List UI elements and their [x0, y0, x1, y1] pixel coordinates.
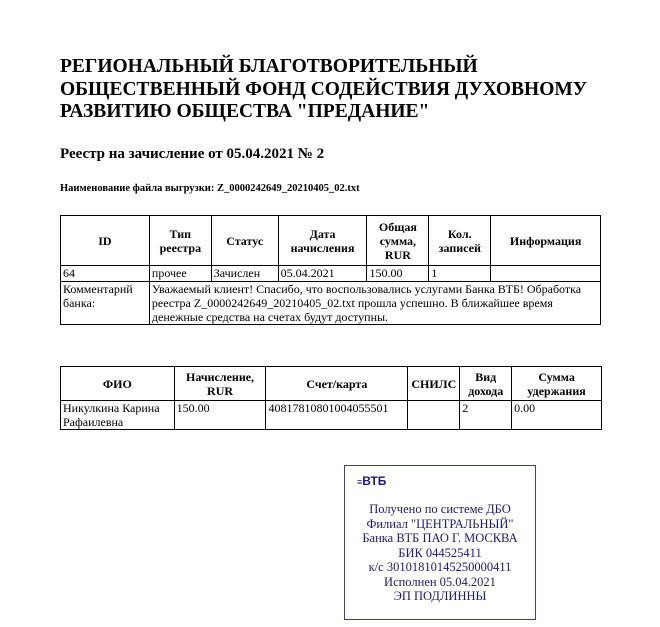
stamp-line: к/с 30101810145250000411 — [368, 560, 512, 574]
col-header-income-type: Вид дохода — [460, 367, 512, 401]
registry-table — [60, 215, 601, 325]
organization-title: РЕГИОНАЛЬНЫЙ БЛАГОТВОРИТЕЛЬНЫЙ ОБЩЕСТВЕННЫЙ ФОНД СОДЕЙСТВИЯ ДУХОВНОМУ РАЗВИТИЮ ОБЩЕСТВА "ПРЕДАНИЕ" — [60, 56, 588, 122]
col-header-deduction: Сумма удержания — [512, 367, 602, 401]
cell-date: 05.04.2021 — [278, 266, 367, 282]
col-header-snils: СНИЛС — [408, 367, 460, 401]
cell-type: прочее — [149, 266, 211, 282]
cell-income-type: 2 — [460, 401, 512, 430]
cell-info — [491, 266, 601, 282]
cell-amount: 150.00 — [174, 401, 266, 430]
bank-stamp — [344, 465, 536, 620]
cell-snils — [408, 401, 460, 430]
payments-table — [60, 366, 602, 430]
vtb-logo — [357, 474, 386, 490]
stamp-line: ЭП ПОДЛИННЫ — [393, 589, 487, 603]
stamp-text — [345, 502, 535, 604]
col-header-total: Общая сумма, RUR — [367, 216, 429, 266]
cell-count: 1 — [429, 266, 491, 282]
stamp-line: БИК 044525411 — [398, 545, 482, 560]
cell-account: 40817810801004055501 — [266, 401, 408, 430]
col-header-type: Тип реестра — [149, 216, 211, 266]
col-header-account: Счет/карта — [266, 367, 408, 401]
col-header-info: Информация — [491, 216, 601, 266]
table-row — [61, 401, 602, 430]
export-file-name: Наименование файла выгрузки: Z_0000242649_20210405_02.txt — [60, 183, 360, 194]
cell-fio: Никулкина Карина Рафаилевна — [61, 401, 175, 430]
cell-id: 64 — [61, 266, 150, 282]
col-header-amount: Начисление, RUR — [174, 367, 266, 401]
col-header-date: Дата начисления — [278, 216, 367, 266]
stamp-line: Исполнен 05.04.2021 — [384, 574, 496, 589]
registry-title: Реестр на зачисление от 05.04.2021 № 2 — [60, 146, 325, 162]
stamp-line: Получено по системе ДБО — [369, 502, 511, 516]
table-row — [61, 266, 601, 282]
registry-header-row — [61, 216, 601, 266]
cell-total: 150.00 — [367, 266, 429, 282]
comment-row — [61, 282, 601, 325]
stamp-line: Банка ВТБ ПАО Г. МОСКВА — [362, 531, 518, 545]
comment-label: Комментарий банка: — [61, 282, 150, 325]
cell-status: Зачислен — [211, 266, 278, 282]
col-header-count: Кол. записей — [429, 216, 491, 266]
payments-header-row — [61, 367, 602, 401]
comment-text: Уважаемый клиент! Спасибо, что воспользовались услугами Банка ВТБ! Обработка реестра Z_0000242649_20210405_02.txt прошла успешно. В ближайшее время денежные средства на счетах будут доступны. — [149, 282, 600, 325]
vtb-mark-icon: ≡ — [357, 477, 362, 487]
col-header-status: Статус — [211, 216, 278, 266]
cell-deduction: 0.00 — [512, 401, 602, 430]
stamp-line: Филиал "ЦЕНТРАЛЬНЫЙ" — [366, 516, 514, 531]
col-header-id: ID — [61, 216, 150, 266]
vtb-logo-text: ВТБ — [362, 474, 387, 488]
col-header-fio: ФИО — [61, 367, 175, 401]
